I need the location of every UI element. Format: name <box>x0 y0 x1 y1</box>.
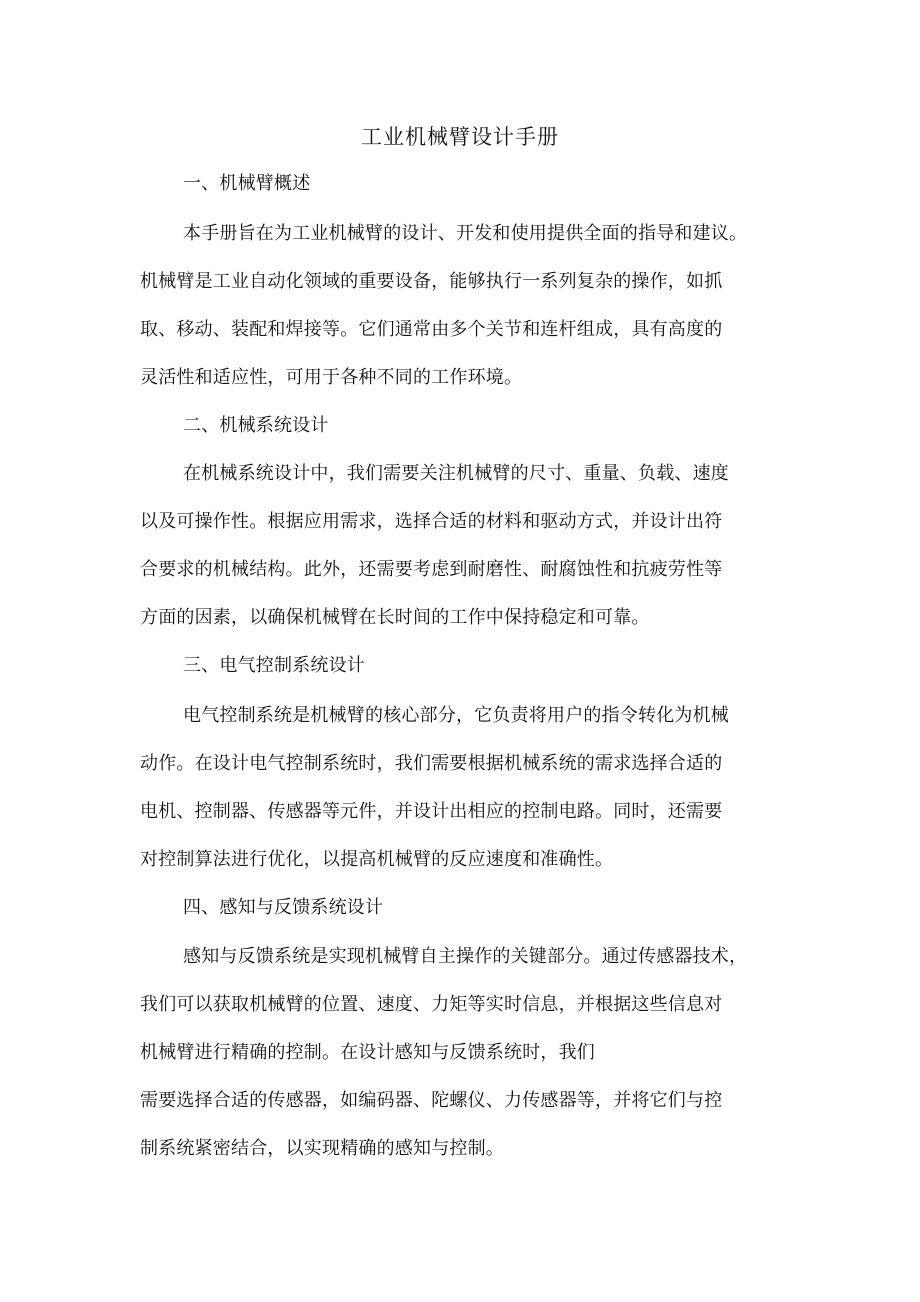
paragraph-line: 灵活性和适应性，可用于各种不同的工作环境。 <box>140 367 523 388</box>
paragraph-line: 方面的因素，以确保机械臂在长时间的工作中保持稳定和可靠。 <box>140 607 650 628</box>
paragraph-line: 取、移动、装配和焊接等。它们通常由多个关节和连杆组成，具有高度的 <box>140 319 723 340</box>
paragraph-line: 需要选择合适的传感器，如编码器、陀螺仪、力传感器等，并将它们与控 <box>140 1090 723 1111</box>
paragraph-line: 对控制算法进行优化，以提高机械臂的反应速度和准确性。 <box>140 849 614 870</box>
paragraph-line: 动作。在设计电气控制系统时，我们需要根据机械系统的需求选择合适的 <box>140 753 723 774</box>
paragraph-line: 机械臂进行精确的控制。在设计感知与反馈系统时，我们 <box>140 1042 595 1063</box>
document-title: 工业机械臂设计手册 <box>361 125 559 149</box>
paragraph-line: 以及可操作性。根据应用需求，选择合适的材料和驱动方式，并设计出符 <box>140 511 723 532</box>
section-heading: 二、机械系统设计 <box>183 415 329 436</box>
paragraph-line: 感知与反馈系统是实现机械臂自主操作的关键部分。通过传感器技术， <box>183 946 748 967</box>
paragraph-line: 电气控制系统是机械臂的核心部分，它负责将用户的指令转化为机械 <box>183 705 729 726</box>
section-heading: 四、感知与反馈系统设计 <box>183 897 384 918</box>
paragraph-line: 我们可以获取机械臂的位置、速度、力矩等实时信息，并根据这些信息对 <box>140 994 723 1015</box>
paragraph-line: 本手册旨在为工业机械臂的设计、开发和使用提供全面的指导和建议。 <box>183 223 748 244</box>
paragraph-line: 在机械系统设计中，我们需要关注机械臂的尺寸、重量、负载、速度 <box>183 463 729 484</box>
paragraph-line: 电机、控制器、传感器等元件，并设计出相应的控制电路。同时，还需要 <box>140 801 723 822</box>
paragraph-line: 合要求的机械结构。此外，还需要考虑到耐磨性、耐腐蚀性和抗疲劳性等 <box>140 559 723 580</box>
section-heading: 三、电气控制系统设计 <box>183 655 365 676</box>
section-heading: 一、机械臂概述 <box>183 173 311 194</box>
paragraph-line: 机械臂是工业自动化领域的重要设备，能够执行一系列复杂的操作，如抓 <box>140 271 723 292</box>
paragraph-line: 制系统紧密结合，以实现精确的感知与控制。 <box>140 1138 504 1159</box>
